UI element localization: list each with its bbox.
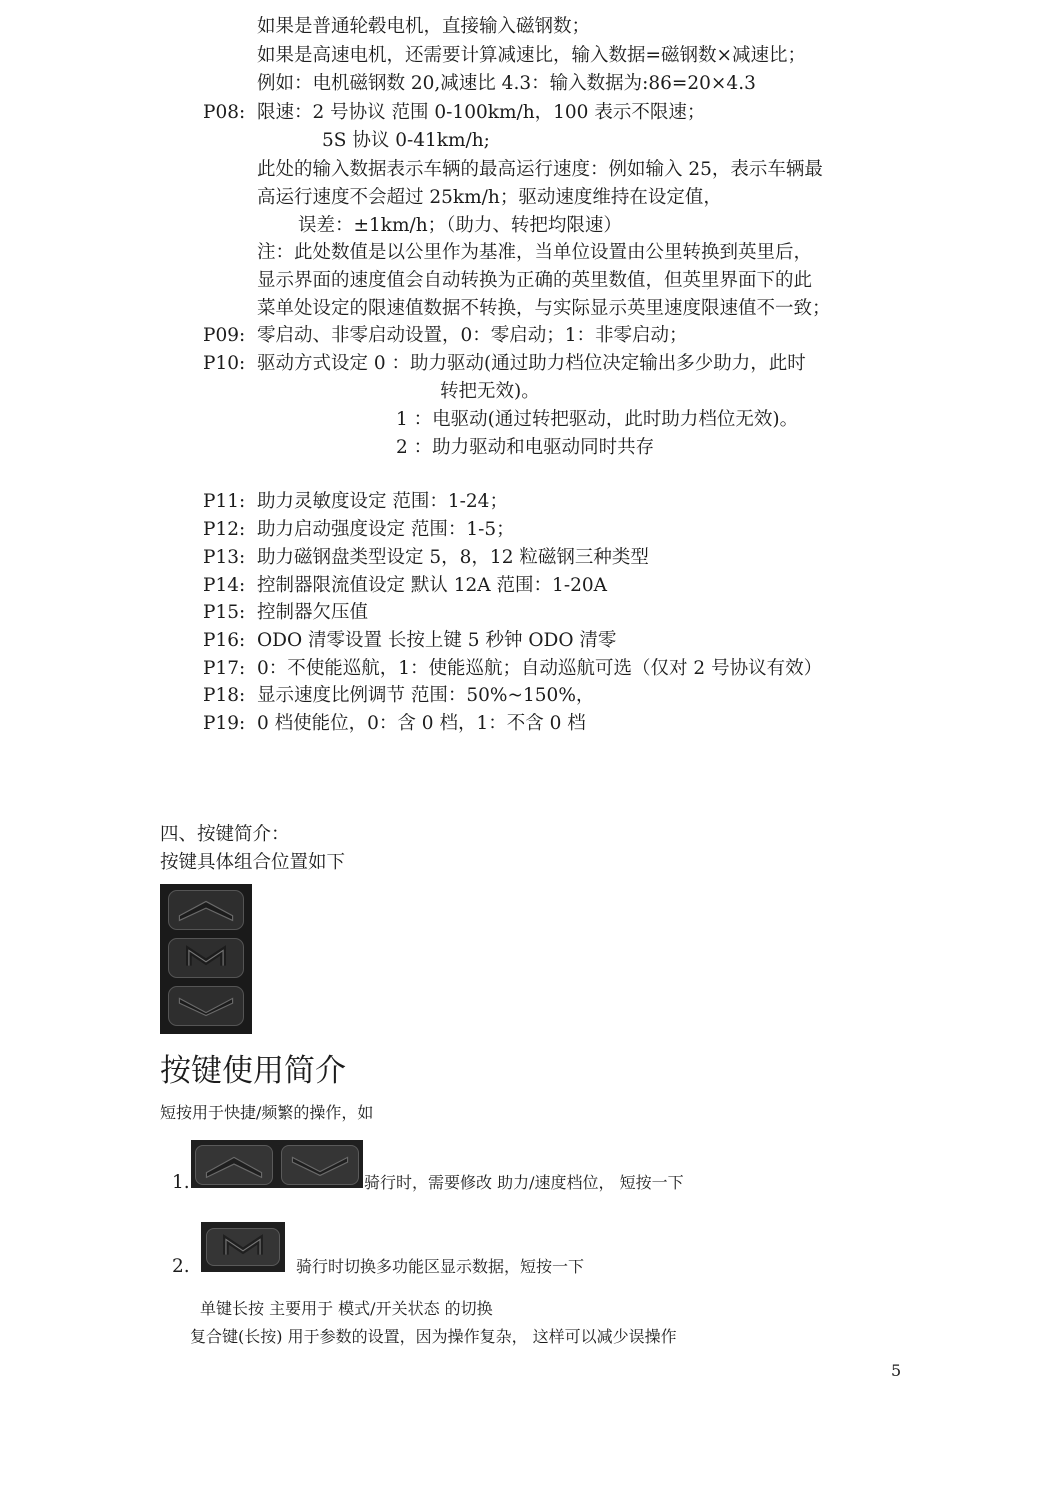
up-button-image — [168, 890, 244, 930]
down-arrow-icon — [169, 987, 243, 1025]
param-text: 控制器限流值设定 默认 12A 范围：1-20A — [257, 575, 607, 596]
text-line: 高运行速度不会超过 25km/h；驱动速度维持在设定值， — [257, 187, 722, 208]
text-line: 5S 协议 0-41km/h; — [322, 130, 490, 151]
param-text: 控制器欠压值 — [257, 602, 369, 623]
up-down-keys-image — [191, 1140, 363, 1188]
param-text: 显示速度比例调节 范围：50%~150%， — [257, 685, 595, 706]
param-code: P18: — [203, 685, 246, 706]
param-text: 助力灵敏度设定 范围：1-24； — [257, 491, 508, 512]
page-number: 5 — [891, 1361, 902, 1380]
param-code: P08: — [203, 102, 246, 123]
up-arrow-icon — [169, 891, 243, 929]
list-item-text: 骑行时，需要修改 助力/速度档位， 短按一下 — [364, 1173, 684, 1192]
usage-title: 按键使用简介 — [160, 1053, 346, 1089]
param-code: P15: — [203, 602, 246, 623]
text-line: 复合键(长按) 用于参数的设置，因为操作复杂， 这样可以减少误操作 — [190, 1327, 677, 1346]
text-line: 驱动方式设定 0 ：助力驱动(通过助力档位决定输出多少助力，此时 — [257, 353, 806, 374]
down-arrow-icon — [282, 1146, 358, 1184]
text-line: 此处的输入数据表示车辆的最高运行速度：例如输入 25，表示车辆最 — [257, 159, 823, 180]
param-code: P12: — [203, 519, 246, 540]
text-line: 如果是高速电机，还需要计算减速比，输入数据=磁钢数×减速比； — [257, 45, 807, 66]
text-line: 显示界面的速度值会自动转换为正确的英里数值，但英里界面下的此 — [257, 270, 813, 291]
text-line: 限速：2 号协议 范围 0-100km/h，100 表示不限速； — [257, 102, 706, 123]
usage-intro: 短按用于快捷/频繁的操作，如 — [160, 1103, 374, 1122]
text-line: 菜单处设定的限速值数据不转换，与实际显示英里速度限速值不一致； — [257, 298, 831, 319]
param-text: 助力启动强度设定 范围：1-5； — [257, 519, 515, 540]
m-icon — [169, 939, 243, 977]
text-line: 1 ：电驱动(通过转把驱动，此时助力档位无效)。 — [396, 409, 799, 430]
m-button-image — [168, 938, 244, 978]
param-code: P13: — [203, 547, 246, 568]
param-code: P17: — [203, 658, 246, 679]
text-line: 注：此处数值是以公里作为基准，当单位设置由公里转换到英里后， — [257, 242, 813, 263]
param-text: 助力磁钢盘类型设定 5，8，12 粒磁钢三种类型 — [257, 547, 649, 568]
text-line: 如果是普通轮毂电机，直接输入磁钢数； — [257, 16, 591, 37]
m-key-image — [201, 1222, 285, 1272]
text-line: 零启动、非零启动设置，0：零启动；1：非零启动； — [257, 325, 688, 346]
text-line: 2 ：助力驱动和电驱动同时共存 — [396, 437, 655, 458]
section-heading: 四、按键简介： — [160, 824, 290, 845]
param-code: P16: — [203, 630, 246, 651]
down-button-image — [168, 986, 244, 1026]
param-code: P19: — [203, 713, 246, 734]
param-code: P14: — [203, 575, 246, 596]
list-item-text: 骑行时切换多功能区显示数据，短按一下 — [296, 1257, 585, 1276]
param-text: 0 档使能位，0：含 0 档，1：不含 0 档 — [257, 713, 586, 734]
up-arrow-icon — [196, 1146, 272, 1184]
list-number: 1. — [172, 1172, 190, 1193]
text-line: 单键长按 主要用于 模式/开关状态 的切换 — [200, 1299, 493, 1318]
param-text: 0：不使能巡航，1：使能巡航；自动巡航可选（仅对 2 号协议有效） — [257, 658, 823, 679]
m-icon — [207, 1229, 279, 1265]
param-text: ODO 清零设置 长按上键 5 秒钟 ODO 清零 — [257, 630, 617, 651]
section-subtitle: 按键具体组合位置如下 — [160, 852, 346, 873]
text-line: 误差：±1km/h；（助力、转把均限速） — [298, 215, 622, 236]
keypad-image — [160, 884, 252, 1034]
param-code: P09: — [203, 325, 246, 346]
text-line: 例如：电机磁钢数 20,减速比 4.3：输入数据为:86=20×4.3 — [257, 73, 756, 94]
param-code: P11: — [203, 491, 246, 512]
list-number: 2. — [172, 1256, 190, 1277]
param-code: P10: — [203, 353, 246, 374]
text-line: 转把无效)。 — [440, 381, 540, 402]
